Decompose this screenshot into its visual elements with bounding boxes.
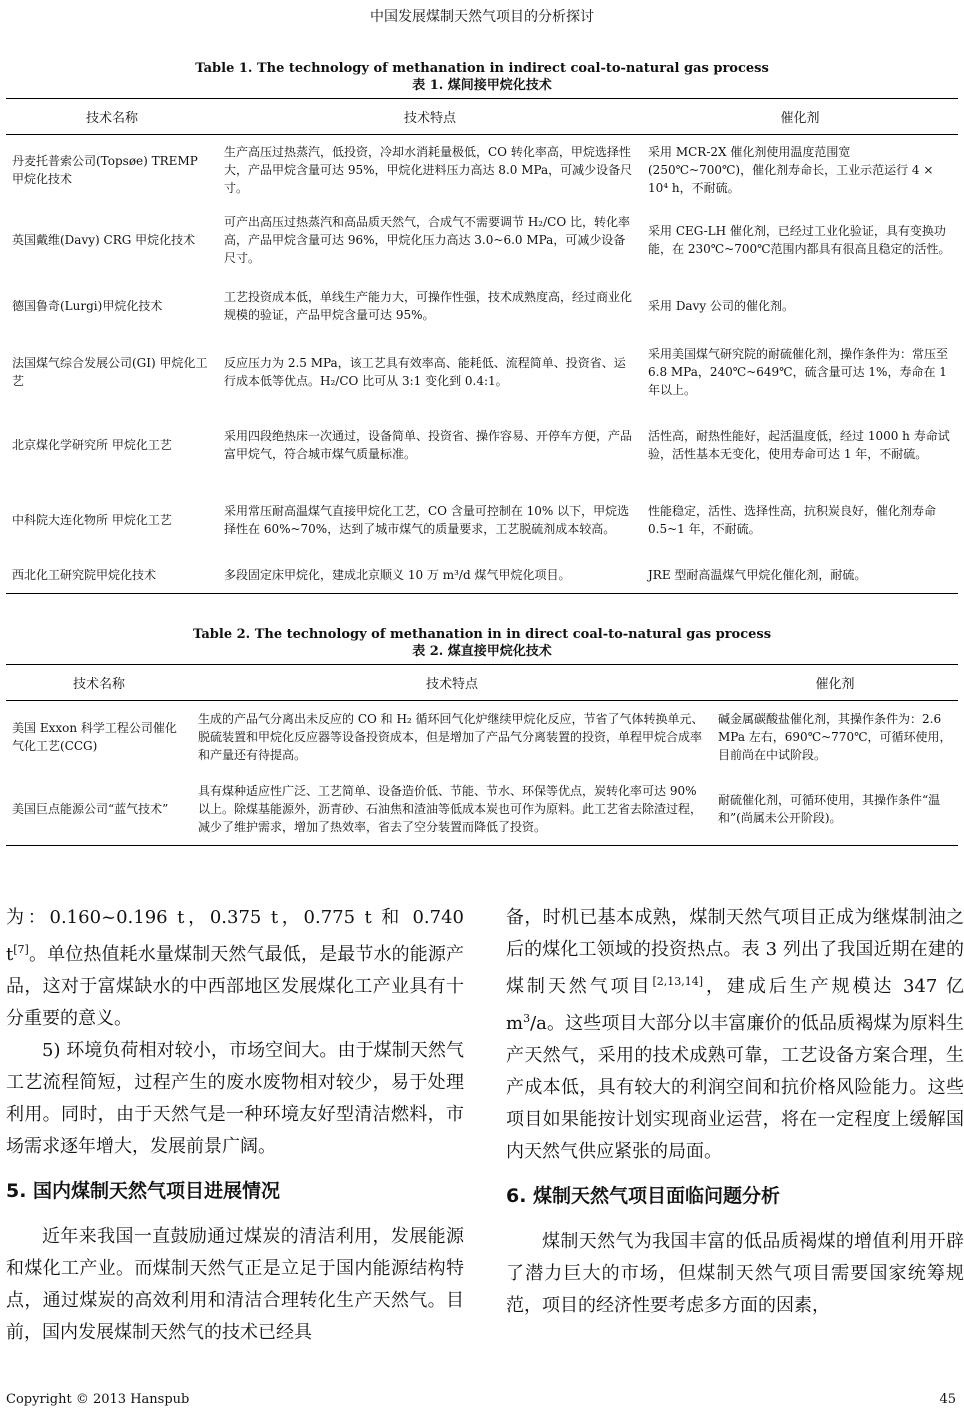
paragraph: 近年来我国一直鼓励通过煤炭的清洁利用，发展能源和煤化工产业。而煤制天然气正是立足于国内能源结构特点，通过煤炭的高效利用和清洁合理转化生产天然气。目前，国内发展煤制天然气的技术已经具 — [6, 1226, 464, 1343]
table1-header-row — [6, 99, 958, 135]
table-cell: 碱金属碳酸盐催化剂，其操作条件为：2.6 MPa 左右，690℃~770℃，可循环使用，目前尚在中试阶段。 — [718, 712, 952, 762]
table-cell: 活性高，耐热性能好，起活温度低，经过 1000 h 寿命试验，活性基本无变化，使用寿命可达 1 年，不耐硫。 — [648, 428, 950, 461]
table-cell: 采用四段绝热床一次通过，设备简单、投资省、操作容易、开停车方便，产品富甲烷气，符合城市煤气质量标准。 — [224, 428, 633, 461]
table-cell: 具有煤种适应性广泛、工艺简单、设备造价低、节能、节水、环保等优点，炭转化率可达 90%以上。除煤基能源外，沥青砂、石油焦和渣油等低成本炭也可作为原料。此工艺省去除渣过程，减少了维护需求，增加了热效率，省去了空分装置而降低了投资。 — [192, 773, 712, 846]
section-heading-5: 5. 国内煤制天然气项目进展情况 — [6, 1180, 281, 1202]
table-row — [6, 773, 958, 846]
paragraph-text: 为：0.160~0.196 t，0.375 t，0.775 t 和 0.740 t — [6, 907, 464, 965]
table2-header-row — [6, 665, 958, 701]
table-cell: 耐硫催化剂，可循环使用，其操作条件“温和”(尚属未公开阶段)。 — [712, 773, 958, 846]
table2-caption-zh: 表 2. 煤直接甲烷化技术 — [412, 644, 552, 659]
left-column — [6, 902, 464, 1349]
table-cell: 生成的产品气分离出未反应的 CO 和 H₂ 循环回气化炉继续甲烷化反应，节省了气体转换单元、脱硫装置和甲烷化反应器等设备投资成本，但是增加了产品气分离装置的投资，单程甲烷合成率和产量还有待提高。 — [198, 712, 704, 762]
paragraph: 5) 环境负荷相对较小，市场空间大。由于煤制天然气工艺流程简短，过程产生的废水废物相对较少，易于处理利用。同时，由于天然气是一种环境友好型清洁燃料，市场需求逐年增大，发展前景广阔。 — [6, 1040, 464, 1157]
table-cell: 美国巨点能源公司“蓝气技术” — [6, 773, 192, 846]
table-row — [6, 407, 958, 483]
table-cell: 采用 MCR-2X 催化剂使用温度范围宽(250℃~700℃)，催化剂寿命长，工业示范运行 4 × 10⁴ h，不耐硫。 — [648, 144, 934, 195]
section-heading-6: 6. 煤制天然气项目面临问题分析 — [506, 1185, 781, 1207]
table2 — [6, 626, 958, 846]
table-cell: 可产出高压过热蒸汽和高品质天然气，合成气不需要调节 H₂/CO 比，转化率高，产品甲烷含量可达 96%，甲烷化压力高达 3.0~6.0 MPa，可减少设备尺寸。 — [224, 214, 630, 265]
table-row — [6, 483, 958, 557]
table2-header-features: 技术特点 — [192, 665, 712, 701]
table-cell: 西北化工研究院甲烷化技术 — [6, 557, 218, 594]
paragraph — [506, 902, 964, 1168]
paragraph-text: 备，时机已基本成熟，煤制天然气项目正成为继煤制油之后的煤化工领域的投资热点。表 3 列出了我国近期在建的煤制天然气项目 — [506, 907, 964, 997]
table-cell: 性能稳定，活性、选择性高，抗积炭良好，催化剂寿命 0.5~1 年，不耐硫。 — [648, 503, 937, 536]
citation: [2,13,14] — [652, 975, 704, 988]
table-cell: 北京煤化学研究所 甲烷化工艺 — [12, 437, 172, 452]
table-row — [6, 205, 958, 275]
table2-header-catalyst: 催化剂 — [712, 665, 958, 701]
table2-header-name: 技术名称 — [6, 665, 192, 701]
table-cell: 生产高压过热蒸汽，低投资，冷却水消耗量极低，CO 转化率高，甲烷选择性大，产品甲烷含量可达 95%，甲烷化进料压力高达 8.0 MPa，可减少设备尺寸。 — [224, 144, 633, 195]
table-row — [6, 557, 958, 594]
table-cell: 采用 CEG-LH 催化剂，已经过工业化验证，具有变换功能，在 230℃~700℃范围内都具有很高且稳定的活性。 — [648, 223, 951, 256]
table-cell: 中科院大连化物所 甲烷化工艺 — [12, 512, 172, 527]
table1 — [6, 60, 958, 594]
paragraph-text: 。单位热值耗水量煤制天然气最低，是最节水的能源产品，这对于富煤缺水的中西部地区发展煤化工产业具有十分重要的意义。 — [6, 944, 464, 1029]
table2-caption-en: Table 2. The technology of methanation in in direct coal-to-natural gas process — [192, 627, 772, 642]
table-cell: 采用 Davy 公司的催化剂。 — [648, 298, 794, 313]
table-cell: 采用常压耐高温煤气直接甲烷化工艺，CO 含量可控制在 10% 以下，甲烷选择性在 60%~70%，达到了城市煤气的质量要求，工艺脱硫剂成本较高。 — [224, 503, 630, 536]
superscript: 3 — [523, 1012, 531, 1025]
table1-header-name: 技术名称 — [6, 99, 218, 135]
page-number: 45 — [939, 1392, 956, 1407]
table-row — [6, 135, 958, 205]
table1-header-features: 技术特点 — [218, 99, 642, 135]
paragraph — [6, 902, 464, 1035]
paragraph: 煤制天然气为我国丰富的低品质褐煤的增值利用开辟了潜力巨大的市场，但煤制天然气项目需要国家统筹规范，项目的经济性要考虑多方面的因素， — [506, 1231, 964, 1316]
table-cell: 德国鲁奇(Lurgi)甲烷化技术 — [12, 298, 163, 313]
table2-grid — [6, 664, 958, 846]
table1-caption-en: Table 1. The technology of methanation in indirect coal-to-natural gas process — [195, 61, 769, 76]
table-cell: 美国 Exxon 科学工程公司催化气化工艺(CCG) — [12, 721, 177, 753]
table-cell: 工艺投资成本低，单线生产能力大，可操作性强，技术成熟度高，经过商业化规模的验证，产品甲烷含量可达 95%。 — [224, 289, 633, 322]
table-row — [6, 701, 958, 774]
paragraph-text: ，建成后生产规模达 347 亿 m — [506, 976, 964, 1034]
body-columns — [0, 902, 964, 1362]
table-cell: JRE 型耐高温煤气甲烷化催化剂，耐硫。 — [642, 557, 958, 594]
table1-header-catalyst: 催化剂 — [642, 99, 958, 135]
table-cell: 英国戴维(Davy) CRG 甲烷化技术 — [12, 232, 196, 247]
table-cell: 反应压力为 2.5 MPa，该工艺具有效率高、能耗低、流程简单、投资省、运行成本低等优点。H₂/CO 比可从 3:1 变化到 0.4:1。 — [224, 355, 626, 388]
table-cell: 采用美国煤气研究院的耐硫催化剂，操作条件为：常压至 6.8 MPa，240℃~649℃，硫含量可达 1%，寿命在 1 年以上。 — [648, 346, 949, 397]
running-head: 中国发展煤制天然气项目的分析探讨 — [370, 9, 594, 25]
paragraph-text: /a。这些项目大部分以丰富廉价的低品质褐煤为原料生产天然气，采用的技术成熟可靠，工艺设备方案合理，生产成本低，具有较大的利润空间和抗价格风险能力。这些项目如果能按计划实现商业运营，将在一定程度上缓解国内天然气供应紧张的局面。 — [506, 1013, 964, 1162]
table-cell: 丹麦托普索公司(Topsøe) TREMP 甲烷化技术 — [12, 153, 198, 186]
table-row — [6, 337, 958, 407]
table1-grid — [6, 98, 958, 594]
table-row — [6, 275, 958, 337]
right-column — [506, 902, 964, 1322]
citation: [7] — [13, 943, 29, 956]
copyright: Copyright © 2013 Hanspub — [6, 1392, 190, 1407]
table1-caption-zh: 表 1. 煤间接甲烷化技术 — [412, 78, 552, 93]
table-cell: 多段固定床甲烷化，建成北京顺义 10 万 m³/d 煤气甲烷化项目。 — [218, 557, 642, 594]
table-cell: 法国煤气综合发展公司(GI) 甲烷化工艺 — [12, 355, 208, 388]
